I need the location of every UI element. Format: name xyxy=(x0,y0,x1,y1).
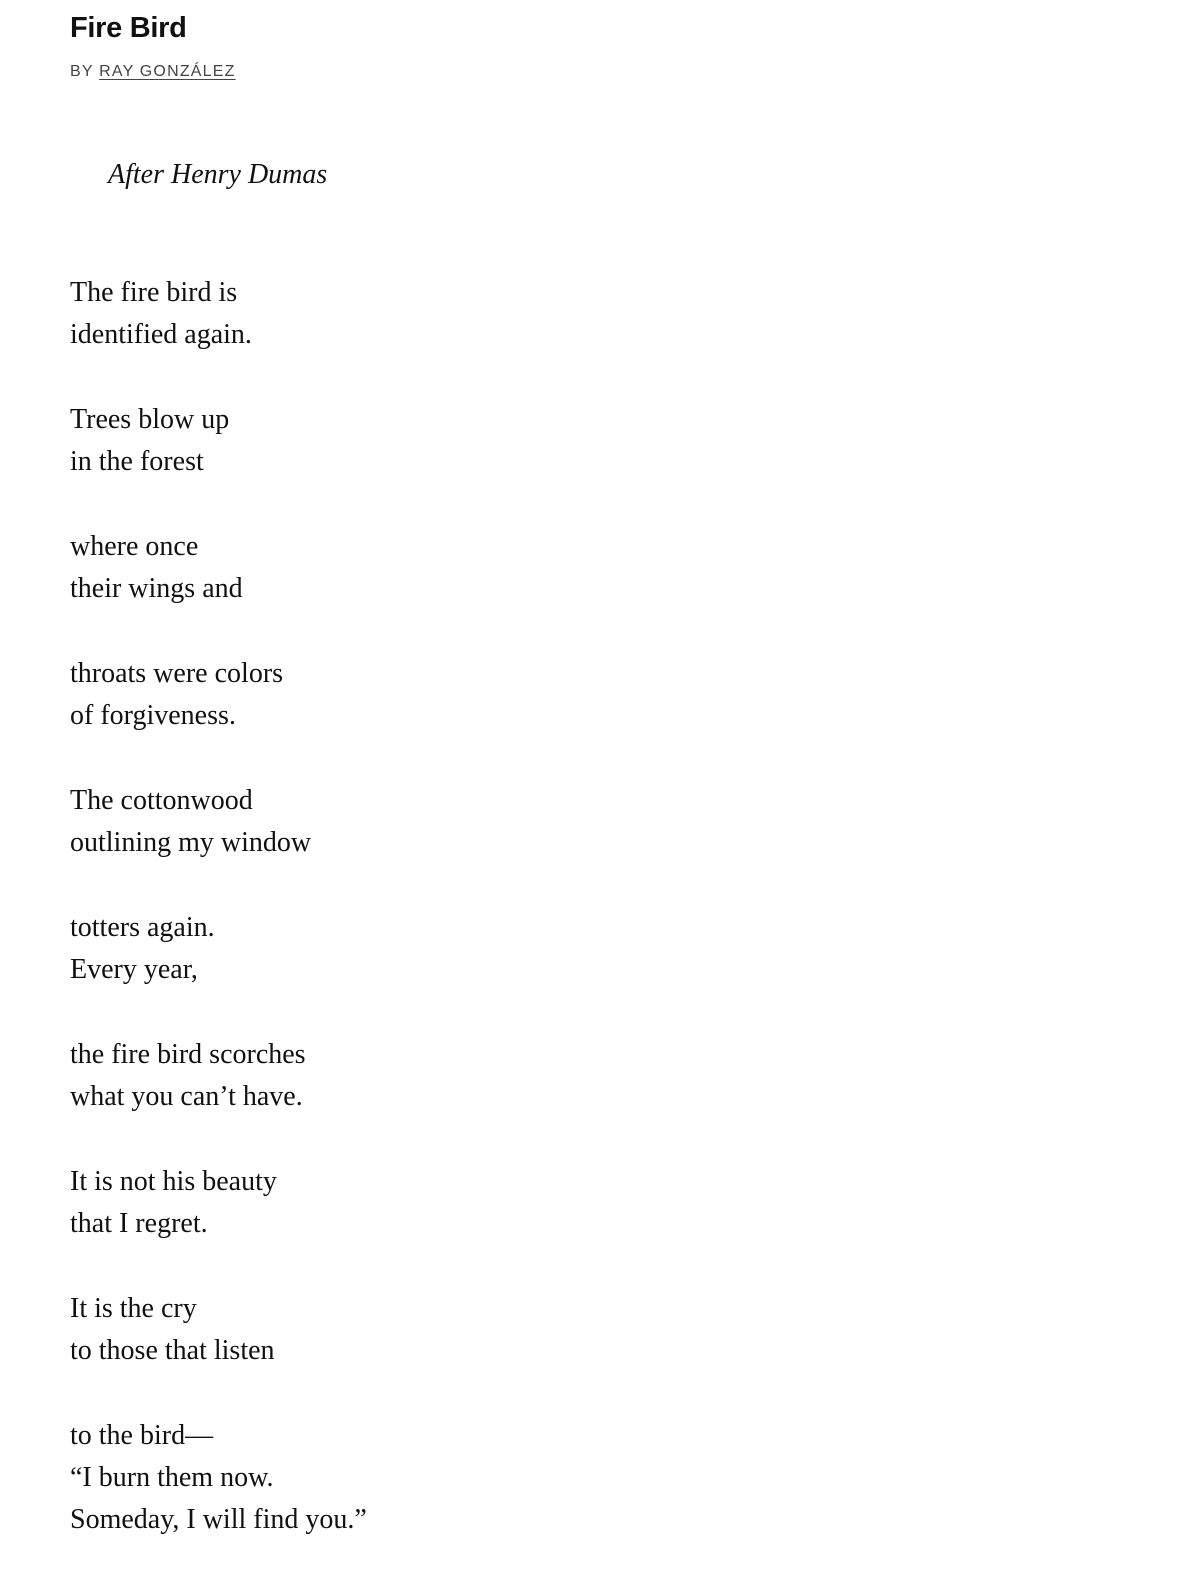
stanza xyxy=(70,1415,367,1541)
poem-line: Someday, I will find you.” xyxy=(70,1504,367,1535)
poem-title: Fire Bird xyxy=(70,12,187,44)
stanza xyxy=(70,1288,367,1372)
poem-line: totters again. xyxy=(70,912,215,943)
poem-line: where once xyxy=(70,531,199,562)
stanza xyxy=(70,272,367,356)
poem-line: Trees blow up xyxy=(70,404,230,435)
poem-line: “I burn them now. xyxy=(70,1462,274,1493)
stanza xyxy=(70,653,367,737)
dedication: After Henry Dumas xyxy=(108,159,328,190)
poem-line: It is the cry xyxy=(70,1293,197,1324)
poem-body xyxy=(70,272,367,1584)
poem-line: in the forest xyxy=(70,446,204,477)
author-link[interactable]: RAY GONZÁLEZ xyxy=(99,63,236,80)
poem-line: to those that listen xyxy=(70,1335,275,1366)
stanza xyxy=(70,780,367,864)
poem-line: of forgiveness. xyxy=(70,700,236,731)
poem-line: The cottonwood xyxy=(70,785,253,816)
poem-line: outlining my window xyxy=(70,827,312,858)
poem-line: their wings and xyxy=(70,573,243,604)
poem-line: The fire bird is xyxy=(70,277,238,308)
poem-line: identified again. xyxy=(70,319,252,350)
stanza xyxy=(70,526,367,610)
poem-line: what you can’t have. xyxy=(70,1081,303,1112)
stanza xyxy=(70,1161,367,1245)
poem-line: throats were colors xyxy=(70,658,284,689)
byline-prefix: BY xyxy=(70,63,94,80)
poem-line: Every year, xyxy=(70,954,198,985)
poem-line: that I regret. xyxy=(70,1208,208,1239)
poem-line: to the bird— xyxy=(70,1420,214,1451)
stanza xyxy=(70,399,367,483)
poem-line: the fire bird scorches xyxy=(70,1039,306,1070)
byline xyxy=(70,60,236,84)
stanza xyxy=(70,1034,367,1118)
poem-line: It is not his beauty xyxy=(70,1166,277,1197)
stanza xyxy=(70,907,367,991)
